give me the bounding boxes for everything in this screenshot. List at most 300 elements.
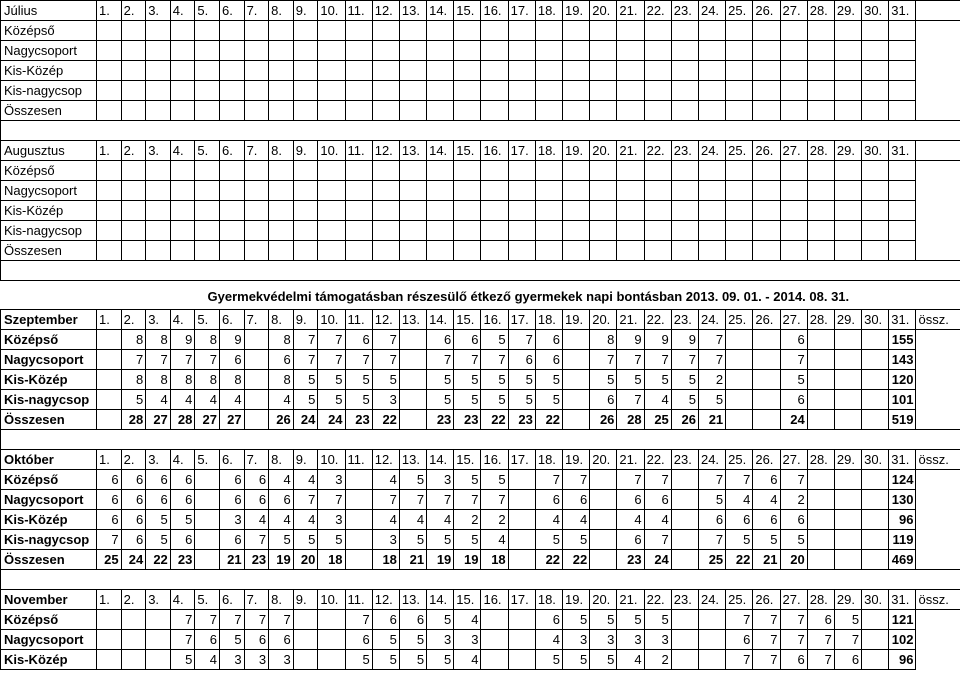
value-cell (726, 181, 753, 201)
value-cell (244, 181, 269, 201)
value-cell (508, 550, 535, 570)
value-cell (345, 550, 372, 570)
day-header: 1. (97, 590, 122, 610)
value-cell: 7 (170, 630, 195, 650)
value-cell: 8 (146, 370, 171, 390)
day-header: 13. (399, 310, 426, 330)
value-cell (195, 41, 220, 61)
value-cell (97, 410, 122, 430)
value-cell (372, 241, 399, 261)
value-cell (644, 181, 671, 201)
value-cell (753, 350, 780, 370)
value-cell: 7 (535, 470, 562, 490)
value-cell: 5 (753, 530, 780, 550)
day-header: 11. (345, 141, 372, 161)
value-cell (617, 61, 644, 81)
value-cell (807, 181, 834, 201)
value-cell: 7 (753, 650, 780, 670)
spacer-cell (726, 261, 753, 281)
value-cell: 19 (427, 550, 454, 570)
spacer-cell (1, 570, 97, 590)
spacer-cell (563, 121, 590, 141)
spacer-cell (170, 261, 195, 281)
value-cell (481, 61, 508, 81)
value-cell (121, 221, 146, 241)
day-header: 16. (481, 141, 508, 161)
day-header: 12. (372, 450, 399, 470)
value-cell (427, 241, 454, 261)
spacer-row (1, 261, 960, 281)
value-cell: 9 (644, 330, 671, 350)
day-header: 20. (590, 310, 617, 330)
value-cell (97, 61, 122, 81)
value-cell (698, 81, 725, 101)
value-cell (121, 101, 146, 121)
value-cell: 6 (535, 330, 562, 350)
value-cell: 124 (889, 470, 916, 490)
day-header: 24. (698, 1, 725, 21)
value-cell: 5 (671, 390, 698, 410)
value-cell (753, 370, 780, 390)
value-cell: 5 (563, 650, 590, 670)
value-cell: 7 (644, 350, 671, 370)
value-cell (454, 161, 481, 181)
spacer-cell (427, 430, 454, 450)
spacer-cell (916, 121, 960, 141)
value-cell (807, 221, 834, 241)
value-cell (753, 241, 780, 261)
value-cell (508, 490, 535, 510)
spacer-cell (698, 121, 725, 141)
value-cell: 7 (698, 530, 725, 550)
value-cell (862, 81, 889, 101)
value-cell (671, 221, 698, 241)
month-name: Július (1, 1, 97, 21)
value-cell (121, 81, 146, 101)
day-header: 17. (508, 141, 535, 161)
spacer-cell (889, 121, 916, 141)
day-header: 21. (617, 590, 644, 610)
day-header: 4. (170, 1, 195, 21)
day-header: 3. (146, 450, 171, 470)
value-cell: 6 (195, 630, 220, 650)
value-cell: 19 (269, 550, 294, 570)
value-cell (807, 370, 834, 390)
day-header: 28. (807, 1, 834, 21)
value-cell (345, 530, 372, 550)
value-cell (834, 510, 861, 530)
value-cell (399, 410, 426, 430)
value-cell (590, 21, 617, 41)
value-cell (617, 81, 644, 101)
value-cell (780, 221, 807, 241)
spacer-cell (399, 570, 426, 590)
value-cell: 7 (318, 330, 345, 350)
value-cell: 5 (698, 390, 725, 410)
day-header: 6. (219, 590, 244, 610)
value-cell: 2 (644, 650, 671, 670)
day-header: 4. (170, 590, 195, 610)
value-cell: 4 (535, 510, 562, 530)
value-cell (563, 101, 590, 121)
spacer-cell (170, 570, 195, 590)
value-cell (617, 21, 644, 41)
value-cell: 27 (146, 410, 171, 430)
day-header: 30. (862, 310, 889, 330)
spacer-cell (726, 570, 753, 590)
value-cell (726, 350, 753, 370)
value-cell: 23 (508, 410, 535, 430)
value-cell (399, 370, 426, 390)
row-label: Középső (1, 330, 97, 350)
value-cell: 5 (293, 370, 318, 390)
value-cell: 21 (399, 550, 426, 570)
value-cell: 7 (318, 350, 345, 370)
value-cell: 5 (535, 370, 562, 390)
value-cell (807, 21, 834, 41)
value-cell (399, 81, 426, 101)
day-header: 16. (481, 1, 508, 21)
row-label: Kis-nagycsop (1, 81, 97, 101)
row-label: Nagycsoport (1, 350, 97, 370)
value-cell (454, 61, 481, 81)
spacer-cell (481, 121, 508, 141)
value-cell: 6 (698, 510, 725, 530)
spacer-cell (508, 121, 535, 141)
value-cell (427, 201, 454, 221)
value-cell: 5 (726, 530, 753, 550)
value-cell (269, 41, 294, 61)
value-cell (563, 201, 590, 221)
spacer-cell (195, 430, 220, 450)
value-cell: 7 (121, 350, 146, 370)
day-header: 14. (427, 590, 454, 610)
value-cell (590, 490, 617, 510)
month-name: November (1, 590, 97, 610)
value-cell (862, 370, 889, 390)
value-cell (293, 61, 318, 81)
value-cell (535, 161, 562, 181)
value-cell: 20 (293, 550, 318, 570)
value-cell (508, 530, 535, 550)
value-cell (97, 630, 122, 650)
value-cell (121, 630, 146, 650)
value-cell: 7 (481, 350, 508, 370)
value-cell: 25 (97, 550, 122, 570)
spacer-cell (807, 430, 834, 450)
value-cell (780, 61, 807, 81)
table-row (1, 470, 960, 490)
value-cell: 7 (726, 470, 753, 490)
value-cell: 6 (807, 610, 834, 630)
value-cell (195, 21, 220, 41)
day-header: 10. (318, 141, 345, 161)
value-cell: 7 (318, 490, 345, 510)
value-cell (146, 21, 171, 41)
value-cell: 5 (590, 610, 617, 630)
value-cell (269, 101, 294, 121)
day-header: 15. (454, 450, 481, 470)
value-cell: 4 (195, 390, 220, 410)
value-cell (780, 241, 807, 261)
value-cell: 7 (244, 530, 269, 550)
spacer-cell (698, 570, 725, 590)
table-row (1, 81, 960, 101)
value-cell: 119 (889, 530, 916, 550)
day-header: 26. (753, 590, 780, 610)
value-cell (698, 201, 725, 221)
total-header: össz. (916, 450, 960, 470)
value-cell (862, 330, 889, 350)
value-cell: 6 (121, 530, 146, 550)
spacer-cell (318, 121, 345, 141)
value-cell (590, 81, 617, 101)
day-header: 18. (535, 141, 562, 161)
value-cell: 5 (170, 510, 195, 530)
day-header: 26. (753, 450, 780, 470)
value-cell (244, 61, 269, 81)
value-cell (726, 390, 753, 410)
day-header: 15. (454, 590, 481, 610)
day-header: 9. (293, 590, 318, 610)
value-cell (617, 161, 644, 181)
value-cell: 5 (345, 650, 372, 670)
value-cell (195, 490, 220, 510)
value-cell: 18 (372, 550, 399, 570)
day-header: 3. (146, 141, 171, 161)
value-cell: 4 (726, 490, 753, 510)
value-cell (617, 221, 644, 241)
value-cell (508, 81, 535, 101)
spacer-cell (590, 570, 617, 590)
day-header: 14. (427, 310, 454, 330)
spacer-row (1, 121, 960, 141)
value-cell (481, 181, 508, 201)
spacer-cell (97, 261, 122, 281)
value-cell (780, 41, 807, 61)
month-name: Október (1, 450, 97, 470)
day-header: 5. (195, 310, 220, 330)
value-cell: 5 (617, 370, 644, 390)
value-cell (195, 550, 220, 570)
value-cell (97, 610, 122, 630)
value-cell (671, 470, 698, 490)
value-cell: 7 (753, 610, 780, 630)
day-header: 13. (399, 590, 426, 610)
value-cell (671, 41, 698, 61)
value-cell (481, 161, 508, 181)
day-header: 29. (834, 450, 861, 470)
value-cell (726, 370, 753, 390)
value-cell (345, 21, 372, 41)
spacer-row (1, 430, 960, 450)
value-cell: 5 (219, 630, 244, 650)
table-row (1, 21, 960, 41)
value-cell (807, 350, 834, 370)
spacer-cell (862, 430, 889, 450)
spacer-cell (535, 121, 562, 141)
value-cell: 5 (427, 530, 454, 550)
value-cell: 5 (698, 490, 725, 510)
day-header: 25. (726, 450, 753, 470)
value-cell (481, 650, 508, 670)
value-cell: 7 (372, 350, 399, 370)
value-cell (834, 61, 861, 81)
day-header: 10. (318, 1, 345, 21)
spacer-cell (671, 261, 698, 281)
month-header-row (1, 1, 960, 21)
row-label: Kis-Közép (1, 510, 97, 530)
day-header: 2. (121, 1, 146, 21)
value-cell (244, 161, 269, 181)
value-cell: 6 (345, 330, 372, 350)
spacer-cell (1, 430, 97, 450)
value-cell (481, 201, 508, 221)
value-cell (671, 241, 698, 261)
value-cell: 6 (121, 470, 146, 490)
value-cell (427, 21, 454, 41)
day-header: 21. (617, 1, 644, 21)
value-cell (293, 101, 318, 121)
value-cell: 28 (170, 410, 195, 430)
day-header: 1. (97, 310, 122, 330)
value-cell: 5 (481, 370, 508, 390)
day-header: 30. (862, 1, 889, 21)
spacer-cell (535, 430, 562, 450)
value-cell: 4 (146, 390, 171, 410)
day-header: 24. (698, 141, 725, 161)
spacer-cell (219, 121, 244, 141)
day-header: 22. (644, 450, 671, 470)
value-cell (244, 330, 269, 350)
value-cell (195, 81, 220, 101)
value-cell: 3 (644, 630, 671, 650)
spacer-cell (146, 261, 171, 281)
value-cell: 6 (617, 490, 644, 510)
table-row (1, 101, 960, 121)
day-header: 28. (807, 590, 834, 610)
value-cell: 5 (535, 390, 562, 410)
day-header: 1. (97, 1, 122, 21)
day-header: 8. (269, 1, 294, 21)
day-header: 29. (834, 141, 861, 161)
value-cell: 2 (698, 370, 725, 390)
spacer-cell (244, 261, 269, 281)
value-cell: 4 (427, 510, 454, 530)
value-cell (671, 490, 698, 510)
value-cell: 7 (617, 390, 644, 410)
day-header: 20. (590, 141, 617, 161)
value-cell (146, 221, 171, 241)
value-cell: 6 (644, 490, 671, 510)
value-cell: 6 (269, 350, 294, 370)
value-cell (889, 81, 916, 101)
value-cell: 7 (644, 530, 671, 550)
day-header: 20. (590, 450, 617, 470)
value-cell (481, 101, 508, 121)
value-cell: 6 (780, 330, 807, 350)
value-cell: 3 (219, 650, 244, 670)
value-cell (97, 81, 122, 101)
value-cell (862, 241, 889, 261)
value-cell (590, 161, 617, 181)
value-cell: 9 (170, 330, 195, 350)
value-cell: 7 (427, 350, 454, 370)
spacer-cell (590, 430, 617, 450)
spacer-cell (170, 121, 195, 141)
value-cell: 96 (889, 650, 916, 670)
spacer-cell (399, 430, 426, 450)
value-cell (807, 61, 834, 81)
value-cell: 5 (535, 650, 562, 670)
value-cell (269, 201, 294, 221)
value-cell: 155 (889, 330, 916, 350)
day-header: 22. (644, 310, 671, 330)
value-cell (121, 241, 146, 261)
table-row (1, 41, 960, 61)
value-cell: 24 (644, 550, 671, 570)
spacer-cell (454, 430, 481, 450)
value-cell (508, 510, 535, 530)
value-cell: 6 (399, 610, 426, 630)
row-label: Nagycsoport (1, 630, 97, 650)
value-cell: 7 (345, 350, 372, 370)
spacer-cell (753, 430, 780, 450)
value-cell (698, 41, 725, 61)
value-cell (293, 610, 318, 630)
value-cell (121, 161, 146, 181)
value-cell (97, 370, 122, 390)
value-cell: 22 (726, 550, 753, 570)
value-cell: 102 (889, 630, 916, 650)
spacer-cell (269, 570, 294, 590)
value-cell: 7 (146, 350, 171, 370)
day-header: 16. (481, 590, 508, 610)
value-cell (219, 221, 244, 241)
value-cell (293, 201, 318, 221)
value-cell: 7 (563, 470, 590, 490)
value-cell (807, 470, 834, 490)
value-cell: 23 (617, 550, 644, 570)
day-header: 21. (617, 450, 644, 470)
value-cell (834, 390, 861, 410)
value-cell (698, 181, 725, 201)
day-header: 22. (644, 590, 671, 610)
value-cell: 5 (318, 530, 345, 550)
table-row (1, 201, 960, 221)
spacer-cell (671, 430, 698, 450)
value-cell (671, 161, 698, 181)
value-cell: 101 (889, 390, 916, 410)
value-cell: 5 (780, 530, 807, 550)
value-cell: 5 (372, 650, 399, 670)
value-cell: 26 (590, 410, 617, 430)
day-header: 15. (454, 310, 481, 330)
value-cell: 4 (372, 470, 399, 490)
value-cell (617, 101, 644, 121)
value-cell (97, 221, 122, 241)
spacer-cell (97, 570, 122, 590)
spacer-cell (508, 430, 535, 450)
spacer-cell (481, 570, 508, 590)
spacer-cell (195, 261, 220, 281)
day-header: 25. (726, 141, 753, 161)
value-cell: 6 (427, 330, 454, 350)
value-cell: 5 (427, 370, 454, 390)
value-cell (427, 161, 454, 181)
value-cell: 27 (195, 410, 220, 430)
value-cell: 9 (219, 330, 244, 350)
